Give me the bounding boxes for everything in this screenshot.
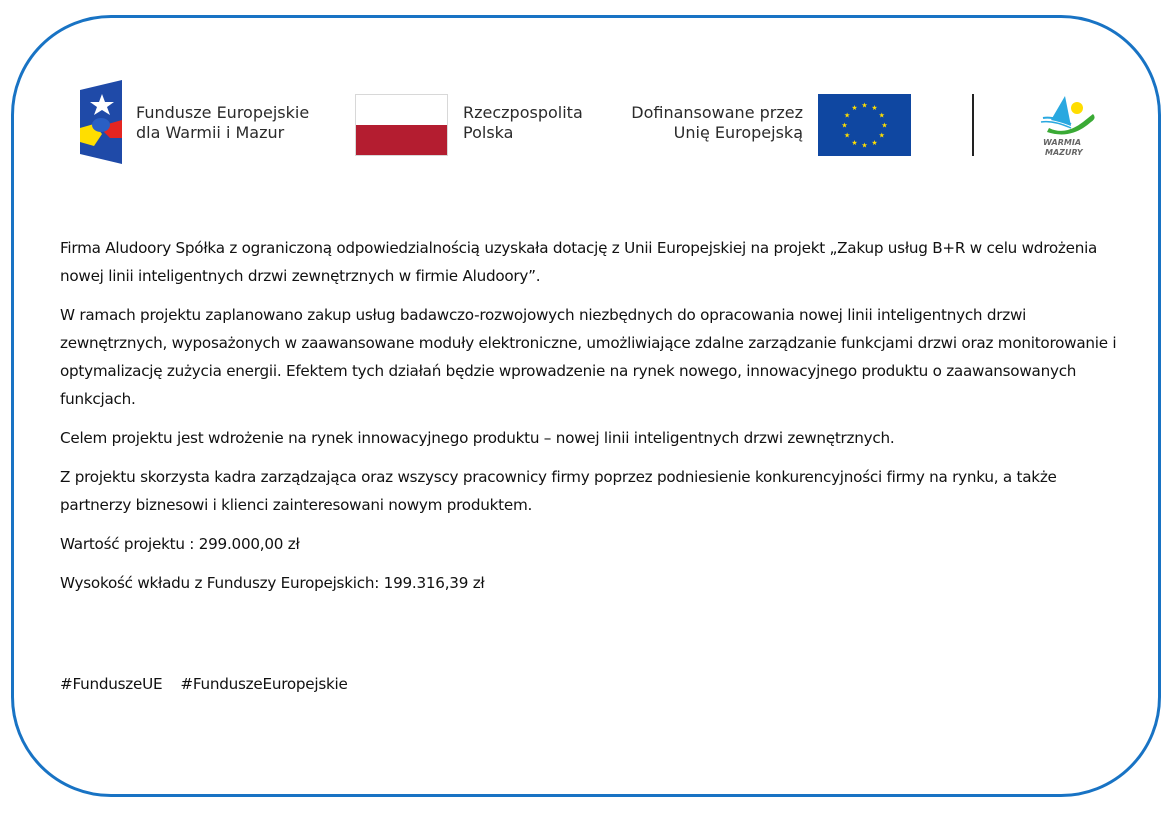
paragraph-intro: Firma Aludoory Spółka z ograniczoną odpowiedzialnością uzyskała dotację z Unii Europejskiej na projekt „Zakup usług B+R w celu wdrożenia nowej linii inteligentnych drzwi zewnętrznych w firmie Aludoory”. (60, 239, 1098, 285)
logo-divider (972, 94, 974, 156)
poland-logo-text (463, 103, 583, 143)
svg-text:★: ★ (871, 104, 878, 113)
fundusze-logo-text (136, 103, 309, 143)
project-description (60, 234, 1120, 608)
paragraph-scope: W ramach projektu zaplanowano zakup usług badawczo-rozwojowych niezbędnych do opracowania nowej linii inteligentnych drzwi zewnętrznych, wyposażonych w zaawansowane moduły elektroniczne, umożliwiające zdalne zarządzanie funkcjami drzwi oraz monitorowanie i optymalizację zużycia energii. Efektem tych działań będzie wprowadzenie na rynek nowego, innowacyjnego produktu o zaawansowanych funkcjach. (60, 306, 1117, 408)
paragraph-beneficiaries: Z projektu skorzysta kadra zarządzająca oraz wszyscy pracownicy firmy poprzez podniesienie konkurencyjności firmy na rynku, a także partnerzy biznesowi i klienci zainteresowani nowym produktem. (60, 468, 1057, 514)
warmia-mazury-logo-icon (1035, 92, 1105, 160)
svg-text:★: ★ (844, 111, 851, 120)
fundusze-line2: dla Warmii i Mazur (136, 123, 285, 142)
svg-text:WARMIA: WARMIA (1043, 138, 1082, 147)
hashtag: #FunduszeEuropejskie (180, 675, 348, 693)
eu-line1: Dofinansowane przez (631, 103, 803, 122)
paragraph-goal: Celem projektu jest wdrożenie na rynek innowacyjnego produktu – nowej linii inteligentnych drzwi zewnętrznych. (60, 429, 895, 447)
svg-text:★: ★ (861, 101, 868, 110)
svg-text:MAZURY: MAZURY (1045, 148, 1083, 157)
eu-logo-text (600, 103, 803, 143)
svg-text:★: ★ (851, 104, 858, 113)
svg-text:★: ★ (851, 138, 858, 147)
eu-contribution: Wysokość wkładu z Funduszy Europejskich: 199.316,39 zł (60, 574, 485, 592)
fundusze-line1: Fundusze Europejskie (136, 103, 310, 122)
svg-text:★: ★ (878, 111, 885, 120)
svg-text:★: ★ (861, 141, 868, 150)
logo-bar (0, 0, 1170, 200)
svg-text:★: ★ (878, 131, 885, 140)
svg-text:★: ★ (844, 131, 851, 140)
eu-line2: Unię Europejską (673, 123, 803, 142)
poland-line1: Rzeczpospolita (463, 103, 583, 122)
svg-text:★: ★ (871, 138, 878, 147)
poland-line2: Polska (463, 123, 514, 142)
svg-text:★: ★ (841, 121, 848, 130)
hashtag: #FunduszeUE (60, 675, 163, 693)
svg-text:★: ★ (881, 121, 888, 130)
fundusze-europejskie-star-flag-icon (80, 80, 122, 164)
eu-flag-icon (818, 94, 911, 156)
polish-flag-icon (355, 94, 448, 156)
hashtags (60, 672, 348, 696)
project-value: Wartość projektu : 299.000,00 zł (60, 535, 300, 553)
